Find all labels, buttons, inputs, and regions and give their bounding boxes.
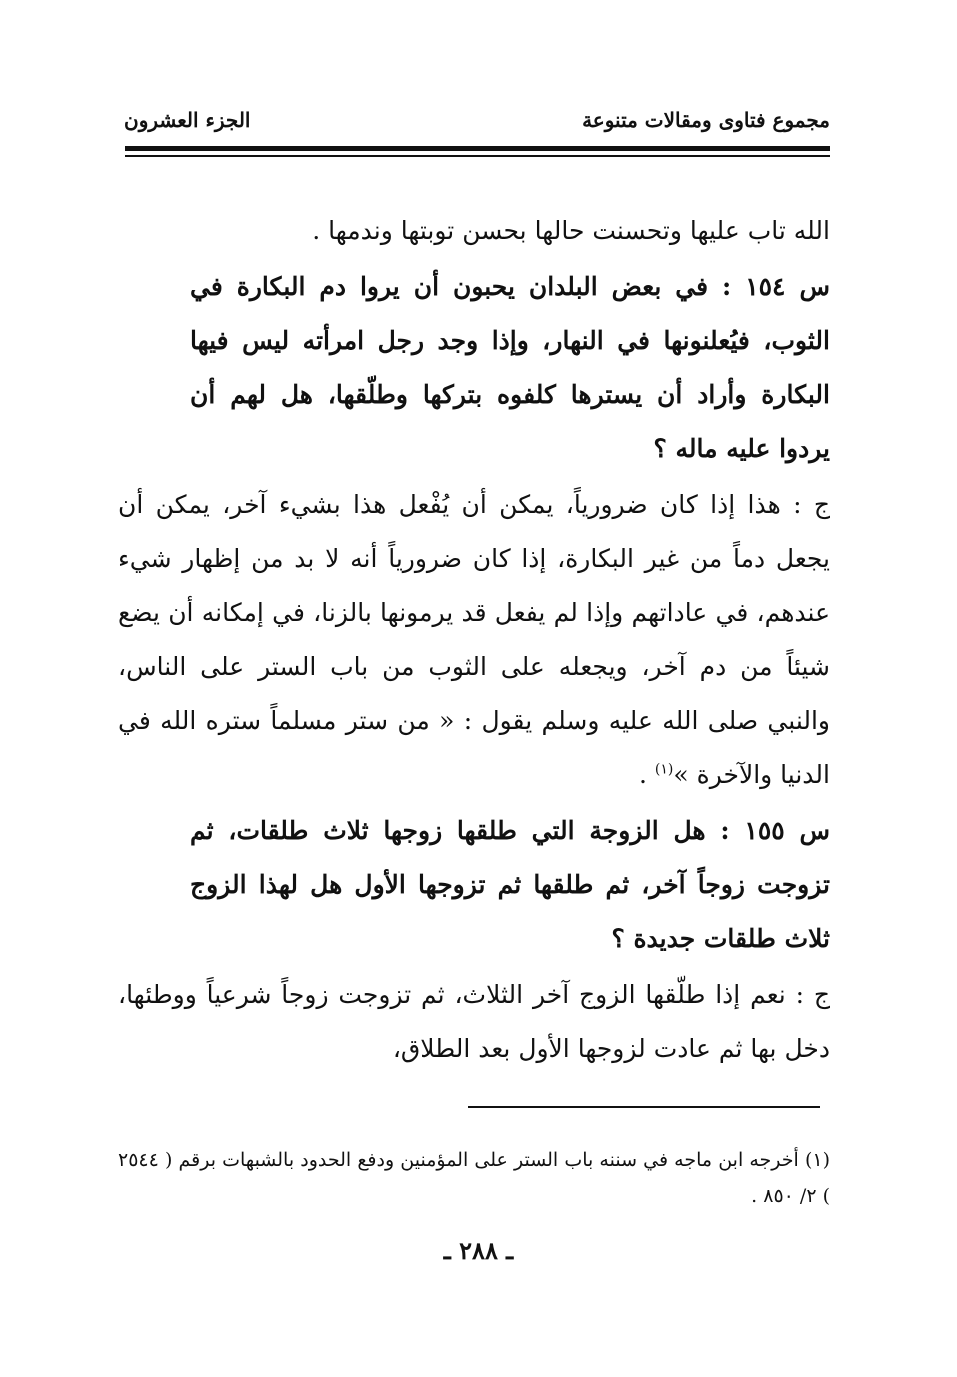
header-rule-thick <box>125 146 830 151</box>
question-155: س ١٥٥ : هل الزوجة التي طلقها زوجها ثلاث طلقات، ثم تزوجت زوجاً آخر، ثم طلقها ثم تزوجها الأول هل لهذا الزوج ثلاث طلقات جديدة ؟ <box>190 816 830 953</box>
running-header <box>118 108 830 142</box>
footnote: (١) أخرجه ابن ماجه في سننه باب الستر على المؤمنين ودفع الحدود بالشبهات برقم ( ٢٥٤٤ ) ٢/ ٨٥٠ . <box>118 1149 830 1207</box>
page-number: ـ ٢٨٨ ـ <box>443 1236 514 1265</box>
answer-154 <box>118 478 830 802</box>
book-title: مجموع فتاوى ومقالات متنوعة <box>582 108 830 132</box>
answer-155: ج : نعم إذا طلّقها الزوج آخر الثلاث، ثم تزوجت زوجاً شرعياً ووطئها، دخل بها ثم عادت لزوجها الأول بعد الطلاق، <box>118 980 830 1063</box>
question-154: س ١٥٤ : في بعض البلدان يحبون أن يروا دم البكارة في الثوب، فيُعلنونها في النهار، وإذا وجد رجل امرأته ليس فيها البكارة وأراد أن يسترها كلفوه بتركها وطلّقها، هل لهم أن يردوا عليه ماله ؟ <box>190 272 830 463</box>
answer-154-tail: . <box>639 760 655 789</box>
footnote-reference: (١) <box>654 761 674 778</box>
footnote-separator <box>468 1106 820 1108</box>
paragraph-continuation: الله تاب عليها وتحسنت حالها بحسن توبتها وندمها . <box>312 216 830 245</box>
answer-154-text: ج : هذا إذا كان ضرورياً، يمكن أن يُفْعل هذا بشيء آخر، يمكن أن يجعل دماً من غير البكارة، إذا كان ضرورياً أنه لا بد من إظهار شيء عندهم، في عاداتهم وإذا لم يفعل قد يرمونها بالزنا، في إمكانه أن يضع شيئاً من دم آخر، ويجعله على الثوب من باب الستر على الناس، والنبي صلى الله عليه وسلم يقول : « من ستر مسلماً ستره الله في الدنيا والآخرة » <box>118 490 830 789</box>
header-rule-thin <box>125 155 830 157</box>
main-text <box>118 204 830 1076</box>
volume-label: الجزء العشرون <box>124 108 251 132</box>
